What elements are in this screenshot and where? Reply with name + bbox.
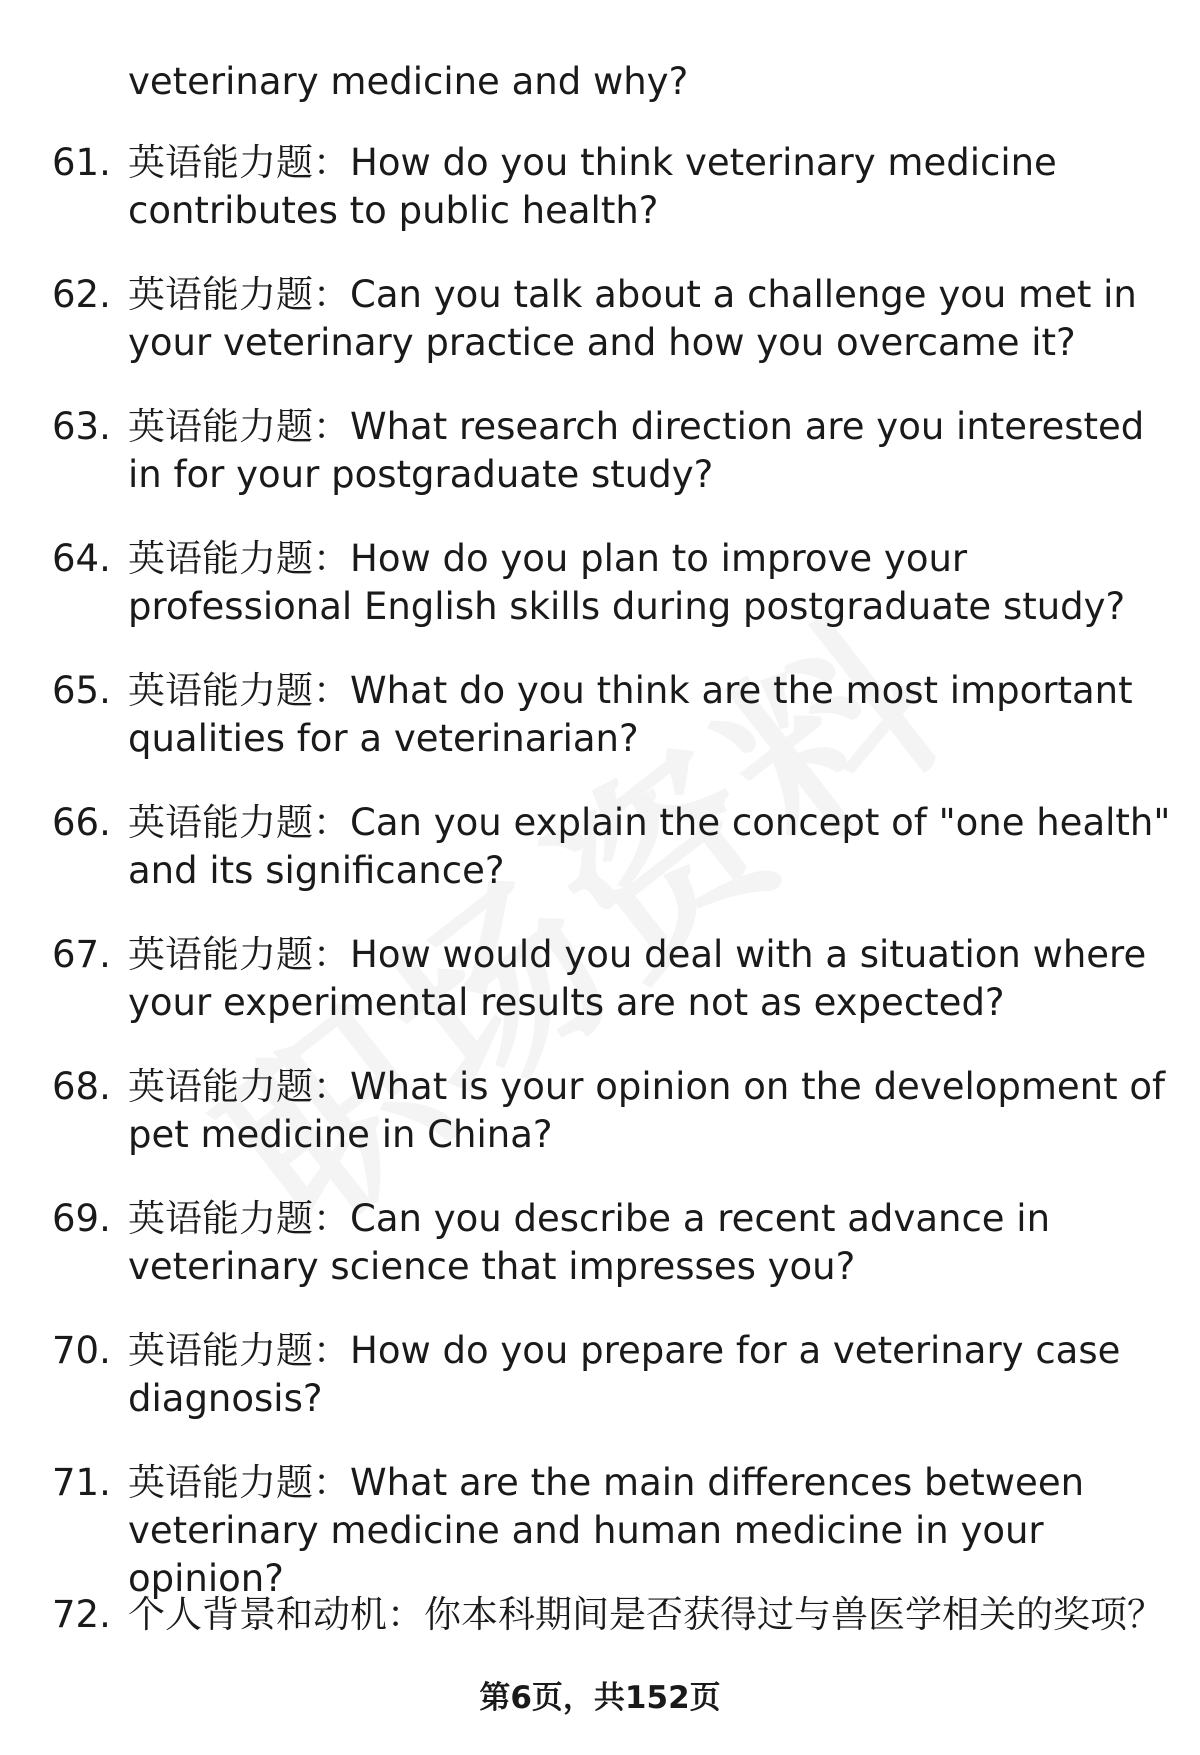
item-text: 英语能力题：Can you talk about a challenge you met in your veterinary practice and how you overcame it?	[128, 273, 1137, 364]
list-item	[0, 1063, 1200, 1195]
item-number: 68.	[52, 1065, 111, 1108]
item-number: 70.	[52, 1329, 111, 1372]
item-number: 69.	[52, 1197, 111, 1240]
list-item	[0, 1459, 1200, 1600]
list-item	[0, 931, 1200, 1063]
item-text: 英语能力题：Can you describe a recent advance in veterinary science that impresses you?	[128, 1197, 1051, 1288]
item-text: 英语能力题：What are the main differences between veterinary medicine and human medicine in your opinion?	[128, 1461, 1085, 1600]
list-item	[0, 535, 1200, 667]
item-text: 英语能力题：How do you prepare for a veterinary case diagnosis?	[128, 1329, 1121, 1420]
continuation-text: veterinary medicine and why?	[128, 60, 689, 103]
item-number: 61.	[52, 141, 111, 184]
item-text: 英语能力题：How do you think veterinary medicine contributes to public health?	[128, 141, 1057, 232]
item-text: 英语能力题：What research direction are you interested in for your postgraduate study?	[128, 405, 1145, 496]
item-number: 65.	[52, 669, 111, 712]
question-list	[0, 139, 1200, 1651]
item-number: 62.	[52, 273, 111, 316]
list-item	[0, 799, 1200, 931]
list-item	[0, 667, 1200, 799]
item-text: 个人背景和动机：你本科期间是否获得过与兽医学相关的奖项？	[128, 1593, 1164, 1636]
list-item	[0, 1327, 1200, 1459]
list-item	[0, 1591, 1200, 1651]
list-item	[0, 403, 1200, 535]
list-item	[0, 271, 1200, 403]
item-number: 71.	[52, 1461, 111, 1504]
item-text: 英语能力题：What is your opinion on the development of pet medicine in China?	[128, 1065, 1166, 1156]
page-footer: 第6页，共152页	[479, 1680, 721, 1716]
item-text: 英语能力题：How would you deal with a situation where your experimental results are not as expected?	[128, 933, 1147, 1024]
item-text: 英语能力题：Can you explain the concept of "one health" and its significance?	[128, 801, 1171, 892]
item-number: 64.	[52, 537, 111, 580]
item-text: 英语能力题：What do you think are the most important qualities for a veterinarian?	[128, 669, 1133, 760]
list-item	[0, 139, 1200, 271]
item-text: 英语能力题：How do you plan to improve your professional English skills during postgraduate study?	[128, 537, 1126, 628]
list-item	[0, 1195, 1200, 1327]
item-number: 72.	[52, 1593, 111, 1636]
item-number: 66.	[52, 801, 111, 844]
item-number: 67.	[52, 933, 111, 976]
item-number: 63.	[52, 405, 111, 448]
